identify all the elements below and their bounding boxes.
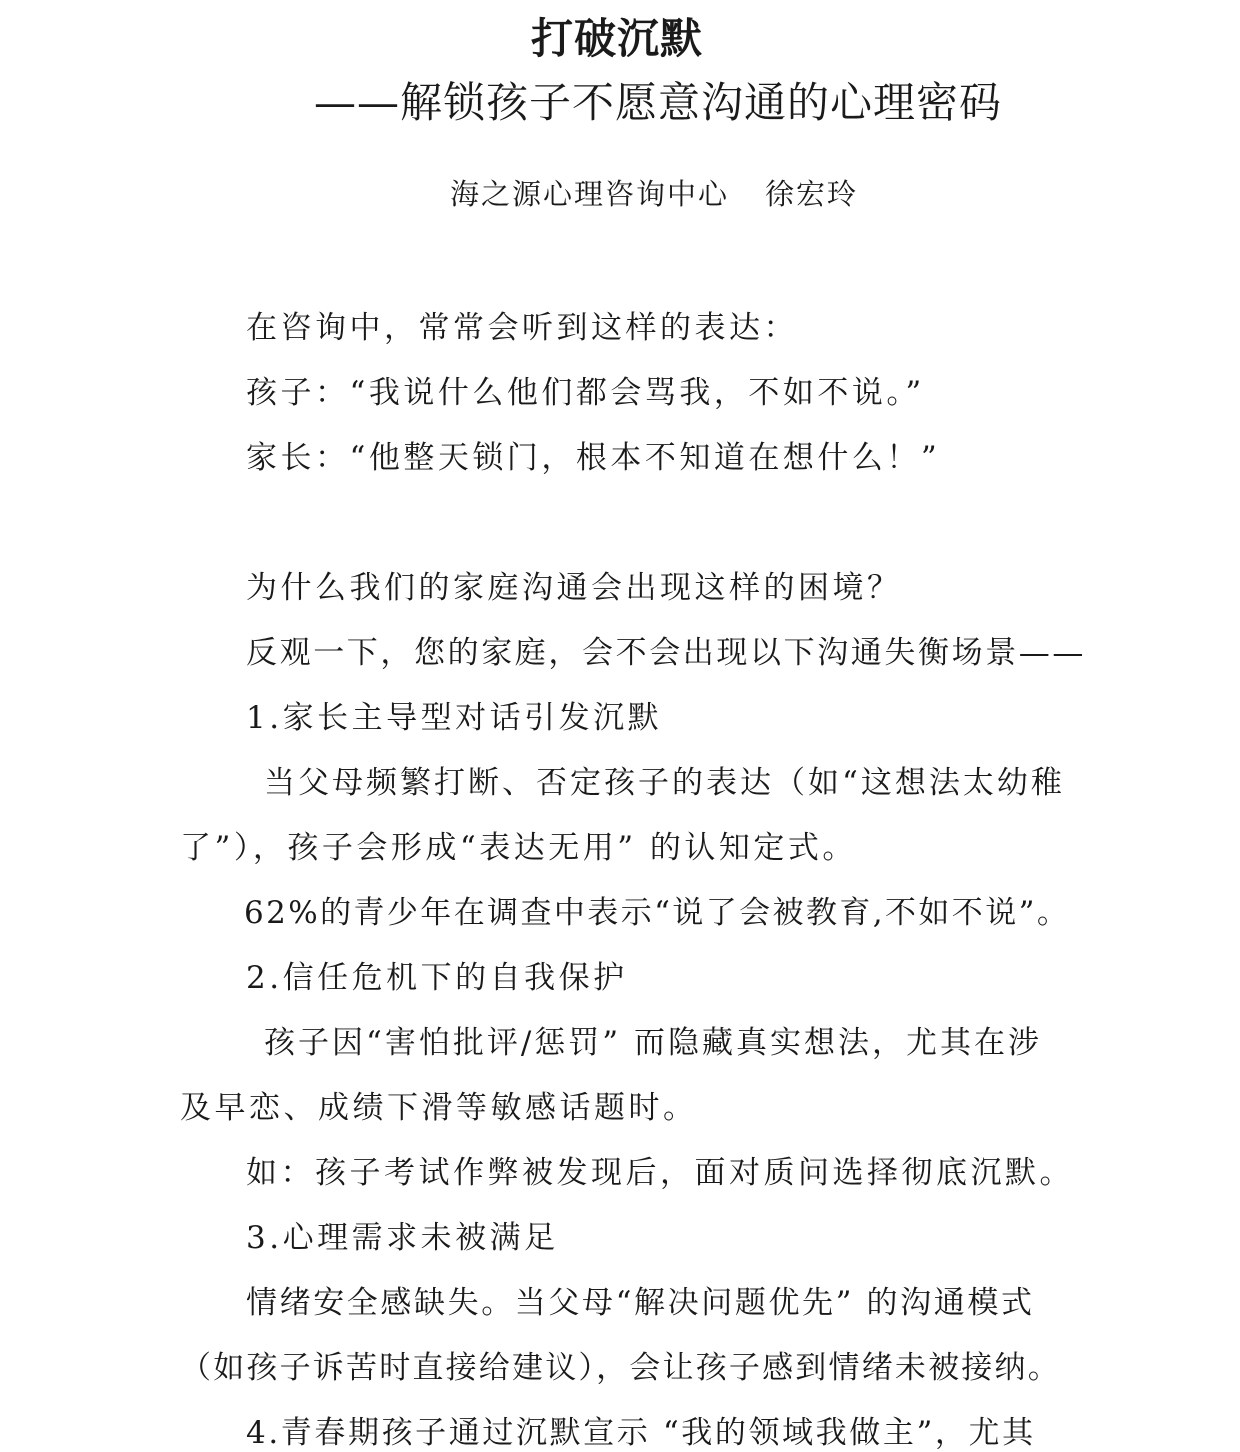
section-heading: 3.心理需求未被满足 (246, 1220, 559, 1256)
title-main: 打破沉默 (531, 14, 704, 63)
paragraph-line: 了”），孩子会形成“表达无用” 的认知定式。 (180, 830, 857, 866)
paragraph-line: 情绪安全感缺失。当父母“解决问题优先” 的沟通模式 (246, 1285, 1035, 1321)
paragraph-line: 62%的青少年在调查中表示“说了会被教育,不如不说”。 (244, 895, 1071, 931)
paragraph-line: 孩子：“我说什么他们都会骂我，不如不说。” (246, 375, 925, 411)
paragraph-line: 孩子因“害怕批评/惩罚” 而隐藏真实想法，尤其在涉 (264, 1025, 1042, 1061)
author-line (450, 172, 858, 213)
section-heading: 2.信任危机下的自我保护 (246, 960, 628, 996)
author-name: 徐宏玲 (765, 177, 859, 211)
paragraph-line: 为什么我们的家庭沟通会出现这样的困境？ (246, 570, 902, 606)
section-heading: 4.青春期孩子通过沉默宣示 “我的领域我做主”，尤其 (246, 1415, 1036, 1451)
paragraph-line: 及早恋、成绩下滑等敏感话题时。 (180, 1090, 698, 1126)
paragraph-line: 当父母频繁打断、否定孩子的表达（如“这想法太幼稚 (264, 765, 1065, 801)
paragraph-line: 如：孩子考试作弊被发现后，面对质问选择彻底沉默。 (246, 1155, 1074, 1191)
paragraph-line: 在咨询中，常常会听到这样的表达： (246, 310, 798, 346)
paragraph-line: 家长：“他整天锁门，根本不知道在想什么！” (246, 440, 941, 476)
paragraph-line: 反观一下，您的家庭，会不会出现以下沟通失衡场景—— (246, 635, 1086, 671)
author-organization: 海之源心理咨询中心 (450, 177, 730, 211)
section-heading: 1.家长主导型对话引发沉默 (246, 700, 663, 736)
title-subtitle: ——解锁孩子不愿意沟通的心理密码 (314, 78, 1003, 127)
paragraph-line: （如孩子诉苦时直接给建议），会让孩子感到情绪未被接纳。 (180, 1350, 1061, 1386)
